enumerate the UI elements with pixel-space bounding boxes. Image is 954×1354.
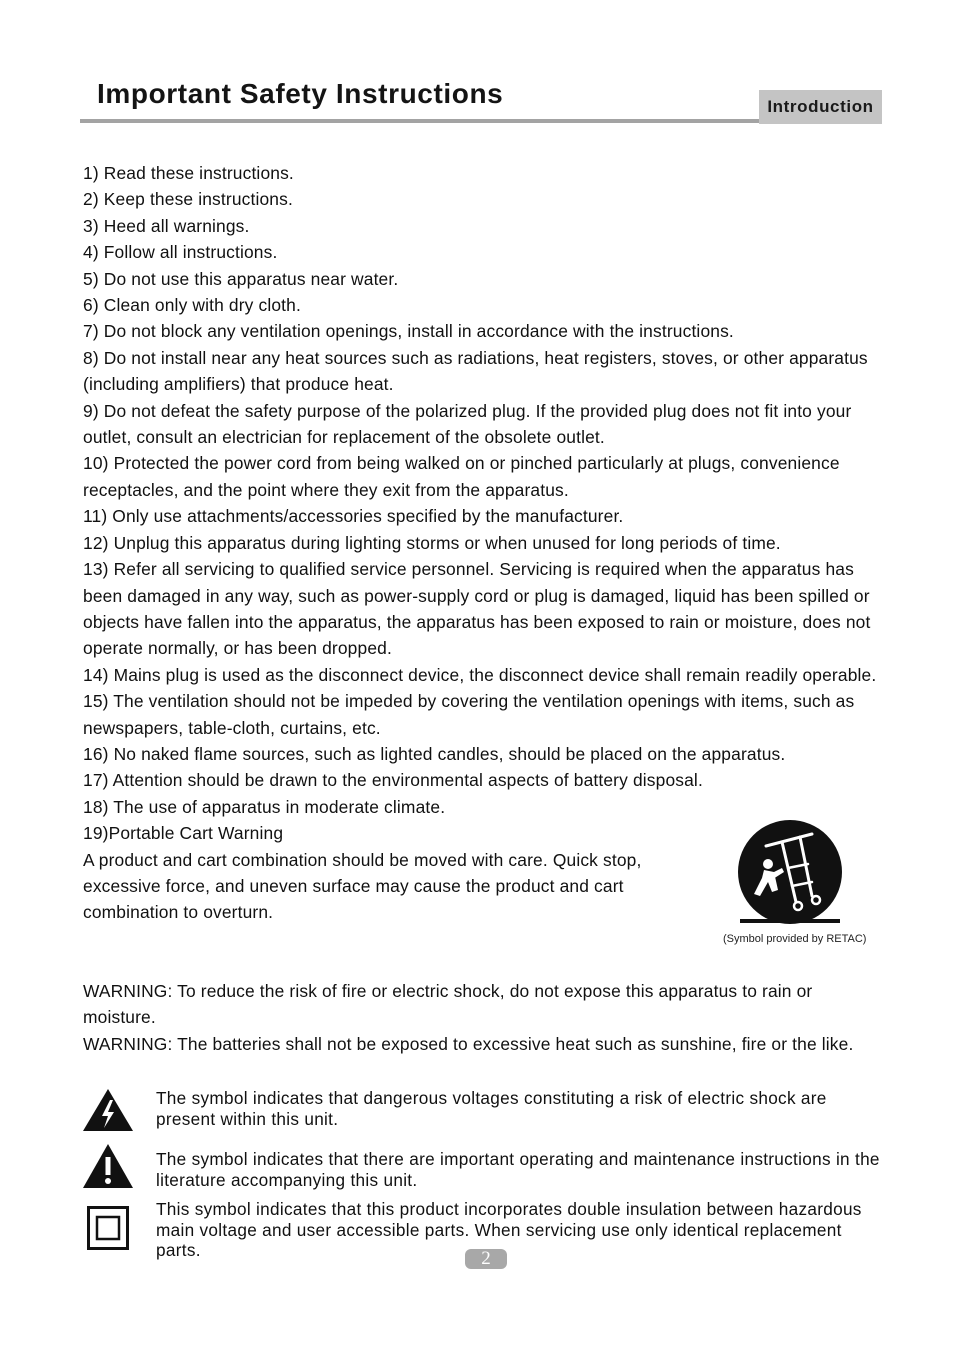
list-item: 4) Follow all instructions. [83,242,278,263]
warning-text: WARNING: The batteries shall not be exposed to excessive heat such as sunshine, fire or the like. [83,1033,854,1054]
list-item: 10) Protected the power cord from being walked on or pinched particularly at plugs, convenience receptacles, and the point where they exit from the apparatus. [83,453,840,500]
page-number: 2 [465,1249,507,1269]
list-item: 18) The use of apparatus in moderate climate. [83,796,446,817]
double-square-icon [87,1206,129,1250]
list-item: 5) Do not use this apparatus near water. [83,268,399,289]
list-item: 16) No naked flame sources, such as lighted candles, should be placed on the apparatus. [83,743,786,764]
instruction-list [83,160,883,926]
list-item: 14) Mains plug is used as the disconnect device, the disconnect device shall remain readily operable. [83,664,877,685]
list-item: 19)Portable Cart Warning [83,823,284,844]
list-item: 9) Do not defeat the safety purpose of the polarized plug. If the provided plug does not fit into your outlet, consult an electrician for replacement of the obsolete outlet. [83,400,852,448]
list-item: 1) Read these instructions. [83,163,294,183]
list-item: 17) Attention should be drawn to the environmental aspects of battery disposal. [83,770,703,791]
lightning-triangle-icon [82,1088,134,1132]
list-item: 13) Refer all servicing to qualified service personnel. Servicing is required when the apparatus has been damaged in any way, such as power-supply cord or plug is damaged, liquid has been spilled or objects have fallen into the apparatus, the apparatus has been exposed to rain or moisture, does not operate normally, or has been dropped. [83,559,871,659]
list-item: 6) Clean only with dry cloth. [83,295,301,316]
list-item: 15) The ventilation should not be impeded by covering the ventilation openings with items, such as newspapers, table-cloth, curtains, etc. [83,691,855,738]
list-item: 2) Keep these instructions. [83,189,293,210]
section-tab: Introduction [759,90,882,124]
cart-symbol-caption: (Symbol provided by RETAC) [723,933,867,945]
list-item: 8) Do not install near any heat sources such as radiations, heat registers, stoves, or other apparatus (including amplifiers) that produce heat. [83,347,868,395]
list-item: 12) Unplug this apparatus during lighting storms or when unused for long periods of time. [83,532,781,553]
list-item: 7) Do not block any ventilation openings, install in accordance with the instructions. [83,321,734,342]
header-rule [80,119,760,123]
exclamation-triangle-icon [82,1143,134,1189]
list-item: 11) Only use attachments/accessories specified by the manufacturer. [83,506,624,527]
page-title: Important Safety Instructions [97,78,504,109]
symbol-description: The symbol indicates that there are important operating and maintenance instructions in the literature accompanying this unit. [156,1149,880,1190]
cart-warning-text: A product and cart combination should be moved with care. Quick stop, excessive force, and uneven surface may cause the product and cart combination to overturn. [83,849,642,923]
cart-tip-over-icon [736,820,844,924]
symbol-description: The symbol indicates that dangerous voltages constituting a risk of electric shock are present within this unit. [156,1088,827,1129]
warning-list [83,978,883,1057]
list-item: 3) Heed all warnings. [83,215,250,236]
symbol-description: This symbol indicates that this product incorporates double insulation between hazardous main voltage and user accessible parts. When servicing use only identical replacement parts. [156,1199,862,1260]
warning-text: WARNING: To reduce the risk of fire or electric shock, do not expose this apparatus to rain or moisture. [83,981,813,1028]
